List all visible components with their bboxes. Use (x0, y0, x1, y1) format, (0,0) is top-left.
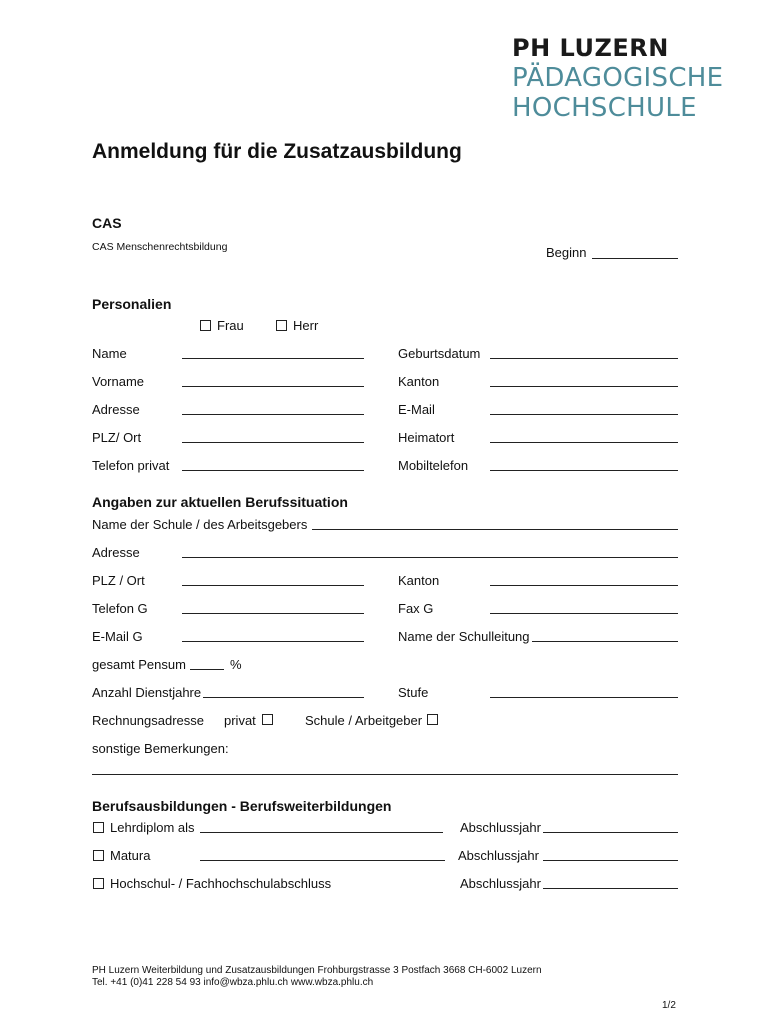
name-label: Name (92, 346, 127, 361)
matura-field[interactable] (200, 860, 445, 861)
schulleitung-label: Name der Schulleitung (398, 629, 530, 644)
abschlussjahr-label-3: Abschlussjahr (460, 876, 541, 891)
kanton-label: Kanton (398, 374, 440, 389)
dienstjahre-field[interactable] (203, 697, 364, 698)
abschlussjahr-label-1: Abschlussjahr (460, 820, 541, 835)
arbeitgeber-checkbox[interactable] (427, 714, 438, 725)
adresse-field[interactable] (182, 414, 364, 415)
matura-checkbox[interactable] (93, 850, 104, 861)
ausbildung-heading: Berufsausbildungen - Berufsweiterbildungen (92, 798, 392, 814)
rechnung-label: Rechnungsadresse (92, 713, 205, 728)
footer-address: PH Luzern Weiterbildung und Zusatzausbildungen Frohburgstrasse 3 Postfach 3668 CH-6002 Luzern (92, 965, 542, 976)
beruf-heading: Angaben zur aktuellen Berufssituation (92, 494, 348, 510)
footer-contact: Tel. +41 (0)41 228 54 93 info@wbza.phlu.ch www.wbza.phlu.ch (92, 977, 374, 988)
beruf-kanton-field[interactable] (490, 585, 678, 586)
page-number: 1/2 (662, 1000, 676, 1011)
frau-label: Frau (217, 318, 244, 333)
heimatort-label: Heimatort (398, 430, 455, 445)
begin-field[interactable] (592, 258, 678, 259)
schule-label: Name der Schule / des Arbeitsgebers (92, 517, 308, 532)
lehrdiplom-field[interactable] (200, 832, 443, 833)
telefon-g-field[interactable] (182, 613, 364, 614)
fax-g-field[interactable] (490, 613, 678, 614)
bemerkungen-field[interactable] (92, 774, 678, 775)
matura-label: Matura (110, 848, 151, 863)
abschlussjahr-field-3[interactable] (543, 888, 678, 889)
email-label: E-Mail (398, 402, 435, 417)
begin-label: Beginn (546, 245, 587, 260)
privat-label: privat (224, 713, 256, 728)
lehrdiplom-checkbox[interactable] (93, 822, 104, 833)
kanton-field[interactable] (490, 386, 678, 387)
schulleitung-field[interactable] (532, 641, 678, 642)
stufe-label: Stufe (398, 685, 429, 700)
logo-line1: PH LUZERN (512, 34, 669, 62)
email-field[interactable] (490, 414, 678, 415)
pensum-field[interactable] (190, 669, 224, 670)
mobiltelefon-label: Mobiltelefon (398, 458, 469, 473)
privat-checkbox[interactable] (262, 714, 273, 725)
dienstjahre-label: Anzahl Dienstjahre (92, 685, 202, 700)
vorname-label: Vorname (92, 374, 145, 389)
frau-checkbox[interactable] (200, 320, 211, 331)
logo-line3: HOCHSCHULE (512, 93, 697, 123)
schule-field[interactable] (312, 529, 678, 530)
beruf-adresse-label: Adresse (92, 545, 140, 560)
personalien-heading: Personalien (92, 296, 172, 312)
beruf-kanton-label: Kanton (398, 573, 440, 588)
name-field[interactable] (182, 358, 364, 359)
beruf-adresse-field[interactable] (182, 557, 678, 558)
bemerkungen-label: sonstige Bemerkungen: (92, 741, 229, 756)
plz-field[interactable] (182, 442, 364, 443)
geburtsdatum-field[interactable] (490, 358, 678, 359)
email-g-label: E-Mail G (92, 629, 143, 644)
fax-g-label: Fax G (398, 601, 434, 616)
adresse-label: Adresse (92, 402, 140, 417)
telefon-privat-field[interactable] (182, 470, 364, 471)
herr-checkbox[interactable] (276, 320, 287, 331)
heimatort-field[interactable] (490, 442, 678, 443)
cas-heading: CAS (92, 215, 122, 231)
logo-line2: PÄDAGOGISCHE (512, 63, 724, 93)
pensum-label: gesamt Pensum (92, 657, 186, 672)
abschlussjahr-label-2: Abschlussjahr (458, 848, 539, 863)
herr-label: Herr (293, 318, 319, 333)
mobiltelefon-field[interactable] (490, 470, 678, 471)
telefon-privat-label: Telefon privat (92, 458, 170, 473)
abschlussjahr-field-2[interactable] (543, 860, 678, 861)
vorname-field[interactable] (182, 386, 364, 387)
geburtsdatum-label: Geburtsdatum (398, 346, 481, 361)
beruf-plz-label: PLZ / Ort (92, 573, 145, 588)
telefon-g-label: Telefon G (92, 601, 148, 616)
stufe-field[interactable] (490, 697, 678, 698)
lehrdiplom-label: Lehrdiplom als (110, 820, 195, 835)
arbeitgeber-label: Schule / Arbeitgeber (305, 713, 423, 728)
hochschule-label: Hochschul- / Fachhochschulabschluss (110, 876, 332, 891)
page-title: Anmeldung für die Zusatzausbildung (92, 140, 462, 163)
pensum-unit: % (230, 657, 242, 672)
email-g-field[interactable] (182, 641, 364, 642)
abschlussjahr-field-1[interactable] (543, 832, 678, 833)
beruf-plz-field[interactable] (182, 585, 364, 586)
cas-course: CAS Menschenrechtsbildung (92, 241, 228, 253)
plz-label: PLZ/ Ort (92, 430, 142, 445)
hochschule-checkbox[interactable] (93, 878, 104, 889)
